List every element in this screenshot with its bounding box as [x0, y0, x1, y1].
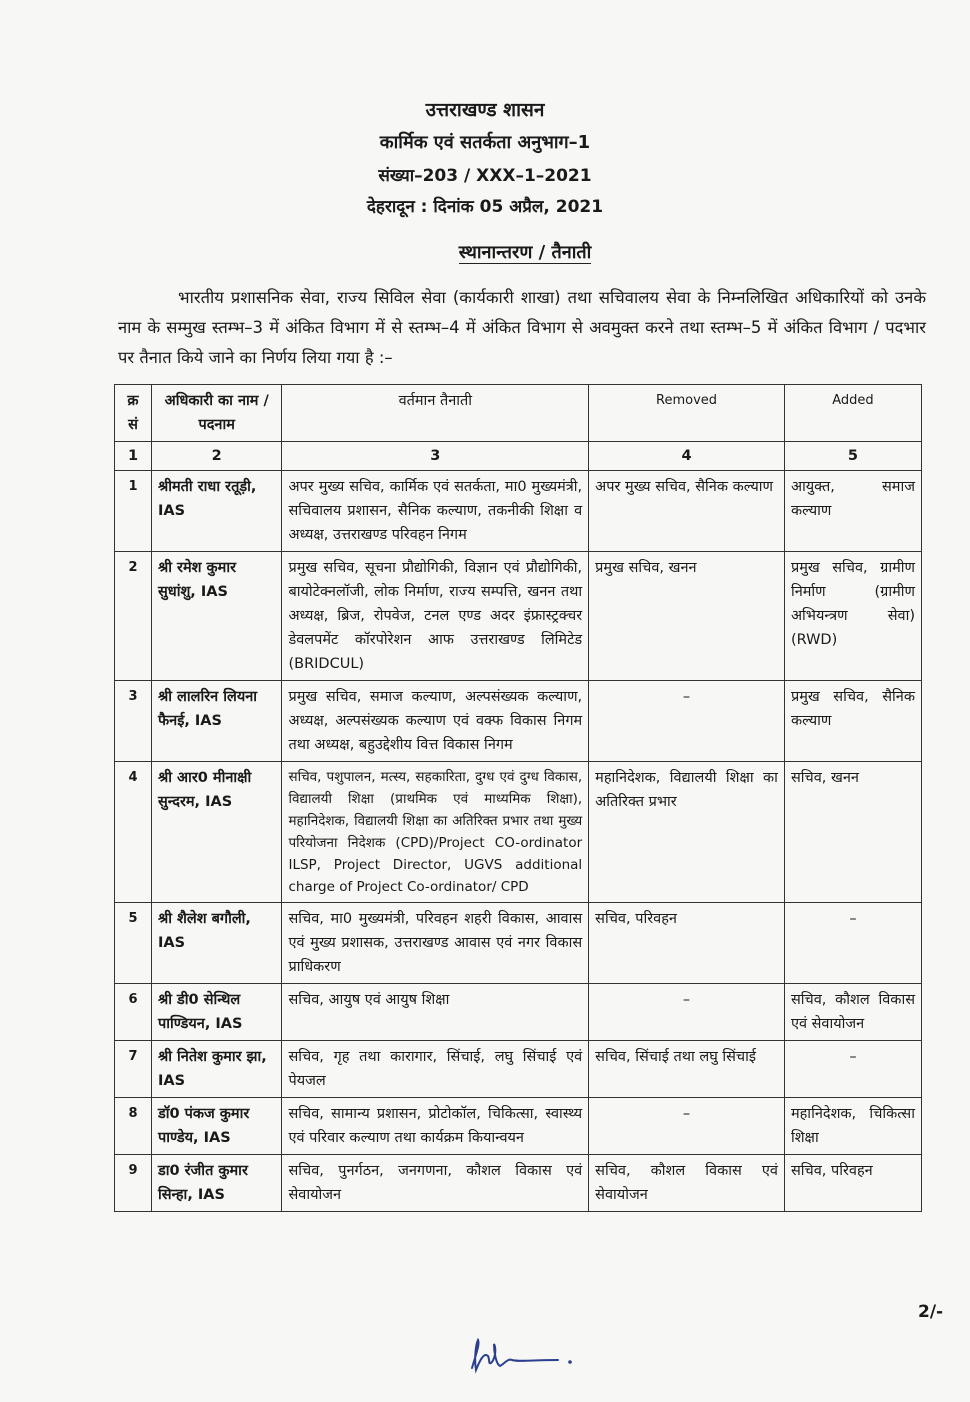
column-number: 4 [589, 442, 785, 471]
officer-name: श्री आर0 मीनाक्षी सुन्दरम, IAS [151, 762, 282, 903]
current-posting: सचिव, पशुपालन, मत्स्य, सहकारिता, दुग्ध एवं दुग्ध विकास, विद्यालयी शिक्षा (प्राथमिक एवं माध्यमिक शिक्षा), महानिदेशक, विद्यालयी शिक्षा का अतिरिक्त प्रभार तथा मुख्य परियोजना निदेशक (CPD)/Project CO-ordinator ILSP, Project Director, UGVS additional charge of Project Co-ordinator/ CPD [282, 762, 589, 903]
removed-charge: महानिदेशक, विद्यालयी शिक्षा का अतिरिक्त प्रभार [589, 762, 785, 903]
table-row [115, 984, 922, 1041]
current-posting: सचिव, मा0 मुख्यमंत्री, परिवहन शहरी विकास, आवास एवं मुख्य प्रशासक, उत्तराखण्ड आवास एवं नगर विकास प्राधिकरण [282, 903, 589, 984]
added-charge: प्रमुख सचिव, सैनिक कल्याण [784, 681, 921, 762]
signature [466, 1330, 586, 1376]
current-posting: सचिव, आयुष एवं आयुष शिक्षा [282, 984, 589, 1041]
header-removed: Removed [589, 385, 785, 442]
serial-number: 1 [115, 471, 152, 552]
officer-name: श्री नितेश कुमार झा, IAS [151, 1041, 282, 1098]
table-row [115, 1098, 922, 1155]
current-posting: अपर मुख्य सचिव, कार्मिक एवं सतर्कता, मा0 मुख्यमंत्री, सचिवालय प्रशासन, सैनिक कल्याण, तकनीकी शिक्षा व अध्यक्ष, उत्तराखण्ड परिवहन निगम [282, 471, 589, 552]
removed-charge: अपर मुख्य सचिव, सैनिक कल्याण [589, 471, 785, 552]
serial-number: 8 [115, 1098, 152, 1155]
added-charge: – [784, 903, 921, 984]
order-number: संख्या–203 / XXX–1–2021 [378, 166, 592, 186]
transfer-table [114, 384, 922, 1212]
removed-charge: सचिव, सिंचाई तथा लघु सिंचाई [589, 1041, 785, 1098]
current-posting: प्रमुख सचिव, सूचना प्रौद्योगिकी, विज्ञान एवं प्रौद्योगिकी, बायोटेक्नलॉजी, लोक निर्माण, राज्य सम्पत्ति, खनन तथा अध्यक्ष, ब्रिज, रोपवेज, टनल एण्ड अदर इंफ्रास्ट्रक्चर डेवलपमेंट कॉरपोरेशन आफ उत्तराखण्ड लिमिटेड (BRIDCUL) [282, 552, 589, 681]
serial-number: 3 [115, 681, 152, 762]
officer-name: श्रीमती राधा रतूड़ी, IAS [151, 471, 282, 552]
current-posting: प्रमुख सचिव, समाज कल्याण, अल्पसंख्यक कल्याण, अध्यक्ष, अल्पसंख्यक कल्याण एवं वक्फ विकास निगम तथा अध्यक्ष, बहुउद्देशीय वित्त विकास निगम [282, 681, 589, 762]
govt-heading: उत्तराखण्ड शासन [425, 99, 545, 121]
column-number: 1 [115, 442, 152, 471]
officer-name: श्री डी0 सेन्थिल पाण्डियन, IAS [151, 984, 282, 1041]
removed-charge: – [589, 681, 785, 762]
table-row [115, 1041, 922, 1098]
current-posting: सचिव, गृह तथा कारागार, सिंचाई, लघु सिंचाई एवं पेयजल [282, 1041, 589, 1098]
serial-number: 2 [115, 552, 152, 681]
table-row [115, 471, 922, 552]
officer-name: डॉ0 पंकज कुमार पाण्डेय, IAS [151, 1098, 282, 1155]
header-officer-name: अधिकारी का नाम /पदनाम [151, 385, 282, 442]
serial-number: 4 [115, 762, 152, 903]
subject [0, 240, 970, 264]
removed-charge: सचिव, कौशल विकास एवं सेवायोजन [589, 1155, 785, 1212]
officer-name: श्री लालरिन लियना फैनई, IAS [151, 681, 282, 762]
officer-name: श्री रमेश कुमार सुधांशु, IAS [151, 552, 282, 681]
column-number: 5 [784, 442, 921, 471]
added-charge: प्रमुख सचिव, ग्रामीण निर्माण (ग्रामीण अभियन्त्रण सेवा) (RWD) [784, 552, 921, 681]
removed-charge: सचिव, परिवहन [589, 903, 785, 984]
officer-name: डा0 रंजीत कुमार सिन्हा, IAS [151, 1155, 282, 1212]
added-charge: आयुक्त, समाज कल्याण [784, 471, 921, 552]
table-row [115, 762, 922, 903]
current-posting: सचिव, सामान्य प्रशासन, प्रोटोकॉल, चिकित्सा, स्वास्थ्य एवं परिवार कल्याण तथा कार्यक्रम कियान्वयन [282, 1098, 589, 1155]
place-date: देहरादून : दिनांक 05 अप्रैल, 2021 [366, 197, 604, 217]
serial-number: 7 [115, 1041, 152, 1098]
column-number: 2 [151, 442, 282, 471]
table-row [115, 903, 922, 984]
serial-number: 9 [115, 1155, 152, 1212]
added-charge: सचिव, खनन [784, 762, 921, 903]
officer-name: श्री शैलेश बगौली, IAS [151, 903, 282, 984]
removed-charge: प्रमुख सचिव, खनन [589, 552, 785, 681]
added-charge: सचिव, कौशल विकास एवं सेवायोजन [784, 984, 921, 1041]
table-row [115, 552, 922, 681]
header-current-posting: वर्तमान तैनाती [282, 385, 589, 442]
header-added: Added [784, 385, 921, 442]
page-number: 2/- [918, 1302, 944, 1322]
added-charge: सचिव, परिवहन [784, 1155, 921, 1212]
header-serial: क्र सं [115, 385, 152, 442]
subject-text: स्थानान्तरण / तैनाती [458, 242, 592, 263]
added-charge: महानिदेशक, चिकित्सा शिक्षा [784, 1098, 921, 1155]
serial-number: 5 [115, 903, 152, 984]
section-heading: कार्मिक एवं सतर्कता अनुभाग–1 [379, 132, 591, 153]
table-row [115, 1155, 922, 1212]
column-number: 3 [282, 442, 589, 471]
table-row [115, 681, 922, 762]
current-posting: सचिव, पुनर्गठन, जनगणना, कौशल विकास एवं सेवायोजन [282, 1155, 589, 1212]
table-header-row [115, 385, 922, 442]
removed-charge: – [589, 984, 785, 1041]
serial-number: 6 [115, 984, 152, 1041]
column-number-row [115, 442, 922, 471]
added-charge: – [784, 1041, 921, 1098]
removed-charge: – [589, 1098, 785, 1155]
intro-paragraph: भारतीय प्रशासनिक सेवा, राज्य सिविल सेवा (कार्यकारी शाखा) तथा सचिवालय सेवा के निम्नलिखित अधिकारियों को उनके नाम के सम्मुख स्तम्भ–3 में अंकित विभाग में से स्तम्भ–4 में अंकित विभाग से अवमुक्त करने तथा स्तम्भ–5 में अंकित विभाग / पदभार पर तैनात किये जाने का निर्णय लिया गया है :– [118, 288, 926, 367]
